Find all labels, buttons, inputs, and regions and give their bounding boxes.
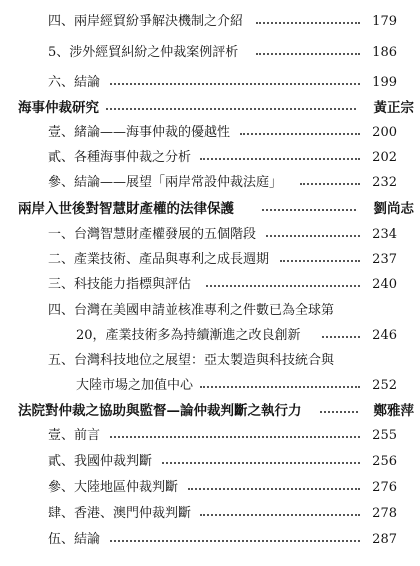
toc-entry <box>0 250 420 270</box>
author-name: 黃正宗 <box>373 100 414 116</box>
toc-entry <box>0 275 420 295</box>
page-number: 276 <box>372 480 397 495</box>
page-number: 179 <box>372 14 397 29</box>
page-number: 278 <box>372 506 397 521</box>
dot-leader <box>262 209 356 211</box>
dot-leader <box>256 53 360 55</box>
toc-entry <box>0 504 420 524</box>
entry-label: 六、結論 <box>48 75 101 90</box>
dot-leader <box>320 411 358 413</box>
entry-label: 四、兩岸經貿紛爭解決機制之介紹 <box>48 14 244 29</box>
dot-leader <box>162 462 360 464</box>
entry-label: 四、台灣在美國申請並核准專利之件數已為全球第 <box>48 303 335 318</box>
dot-leader <box>200 158 360 160</box>
entry-label: 壹、前言 <box>48 428 101 443</box>
page-number: 246 <box>372 328 397 343</box>
toc-entry-continuation <box>0 326 420 346</box>
page-number: 186 <box>372 45 397 60</box>
dot-leader <box>266 235 360 237</box>
toc-entry <box>0 225 420 245</box>
entry-label: 貳、我國仲裁判斷 <box>48 454 153 469</box>
dot-leader <box>240 133 360 135</box>
page-number: 234 <box>372 227 397 242</box>
toc-entry <box>0 43 420 63</box>
entry-label-continuation: 大陸市場之加值中心 <box>76 378 194 393</box>
page-number: 252 <box>372 378 397 393</box>
page-number: 232 <box>372 175 397 190</box>
dot-leader <box>188 488 360 490</box>
dot-leader <box>200 386 360 388</box>
section-title: 法院對仲裁之協助與監督—論仲裁判斷之執行力 <box>18 403 302 419</box>
toc-entry <box>0 478 420 498</box>
dot-leader <box>110 436 360 438</box>
page-number: 287 <box>372 532 397 547</box>
toc-entry <box>0 301 420 321</box>
page-number: 199 <box>372 75 397 90</box>
section-heading <box>0 98 420 118</box>
toc-entry <box>0 530 420 550</box>
toc-entry <box>0 73 420 93</box>
entry-label-continuation: 20，產業技術多為持續漸進之改良創新 <box>76 328 301 343</box>
entry-label: 二、產業技術、產品與專利之成長週期 <box>48 252 270 267</box>
author-name: 劉尚志 <box>373 201 414 217</box>
page-number: 256 <box>372 454 397 469</box>
toc-entry <box>0 426 420 446</box>
section-title: 兩岸入世後對智慧財產權的法律保護 <box>18 201 234 217</box>
dot-leader <box>200 514 360 516</box>
entry-label: 肆、香港、澳門仲裁判斷 <box>48 506 192 521</box>
entry-label: 一、台灣智慧財產權發展的五個階段 <box>48 227 257 242</box>
entry-label: 伍、結論 <box>48 532 101 547</box>
dot-leader <box>322 336 360 338</box>
entry-label: 參、大陸地區仲裁判斷 <box>48 480 179 495</box>
dot-leader <box>106 108 356 110</box>
toc-entry <box>0 351 420 371</box>
dot-leader <box>110 540 360 542</box>
dot-leader <box>206 285 360 287</box>
entry-label: 5、涉外經貿糾紛之仲裁案例評析 <box>48 45 239 60</box>
dot-leader <box>300 183 360 185</box>
page-number: 202 <box>372 150 397 165</box>
toc-entry <box>0 148 420 168</box>
toc-entry <box>0 12 420 32</box>
toc-entry-continuation <box>0 376 420 396</box>
entry-label: 參、結論——展望「兩岸常設仲裁法庭」 <box>48 175 283 190</box>
toc-entry <box>0 452 420 472</box>
author-name: 鄭雅萍 <box>373 403 414 419</box>
page-number: 240 <box>372 277 397 292</box>
entry-label: 五、台灣科技地位之展望：亞太製造與科技統合與 <box>48 353 335 368</box>
entry-label: 壹、緒論——海事仲裁的優越性 <box>48 125 231 140</box>
page-number: 255 <box>372 428 397 443</box>
toc-entry <box>0 173 420 193</box>
dot-leader <box>280 260 360 262</box>
page-number: 237 <box>372 252 397 267</box>
entry-label: 貳、各種海事仲裁之分析 <box>48 150 192 165</box>
section-heading <box>0 401 420 421</box>
section-title: 海事仲裁研究 <box>18 100 99 116</box>
page-number: 200 <box>372 125 397 140</box>
toc-entry <box>0 123 420 143</box>
entry-label: 三、科技能力指標與評估 <box>48 277 192 292</box>
dot-leader <box>110 83 360 85</box>
dot-leader <box>256 22 360 24</box>
section-heading <box>0 199 420 219</box>
